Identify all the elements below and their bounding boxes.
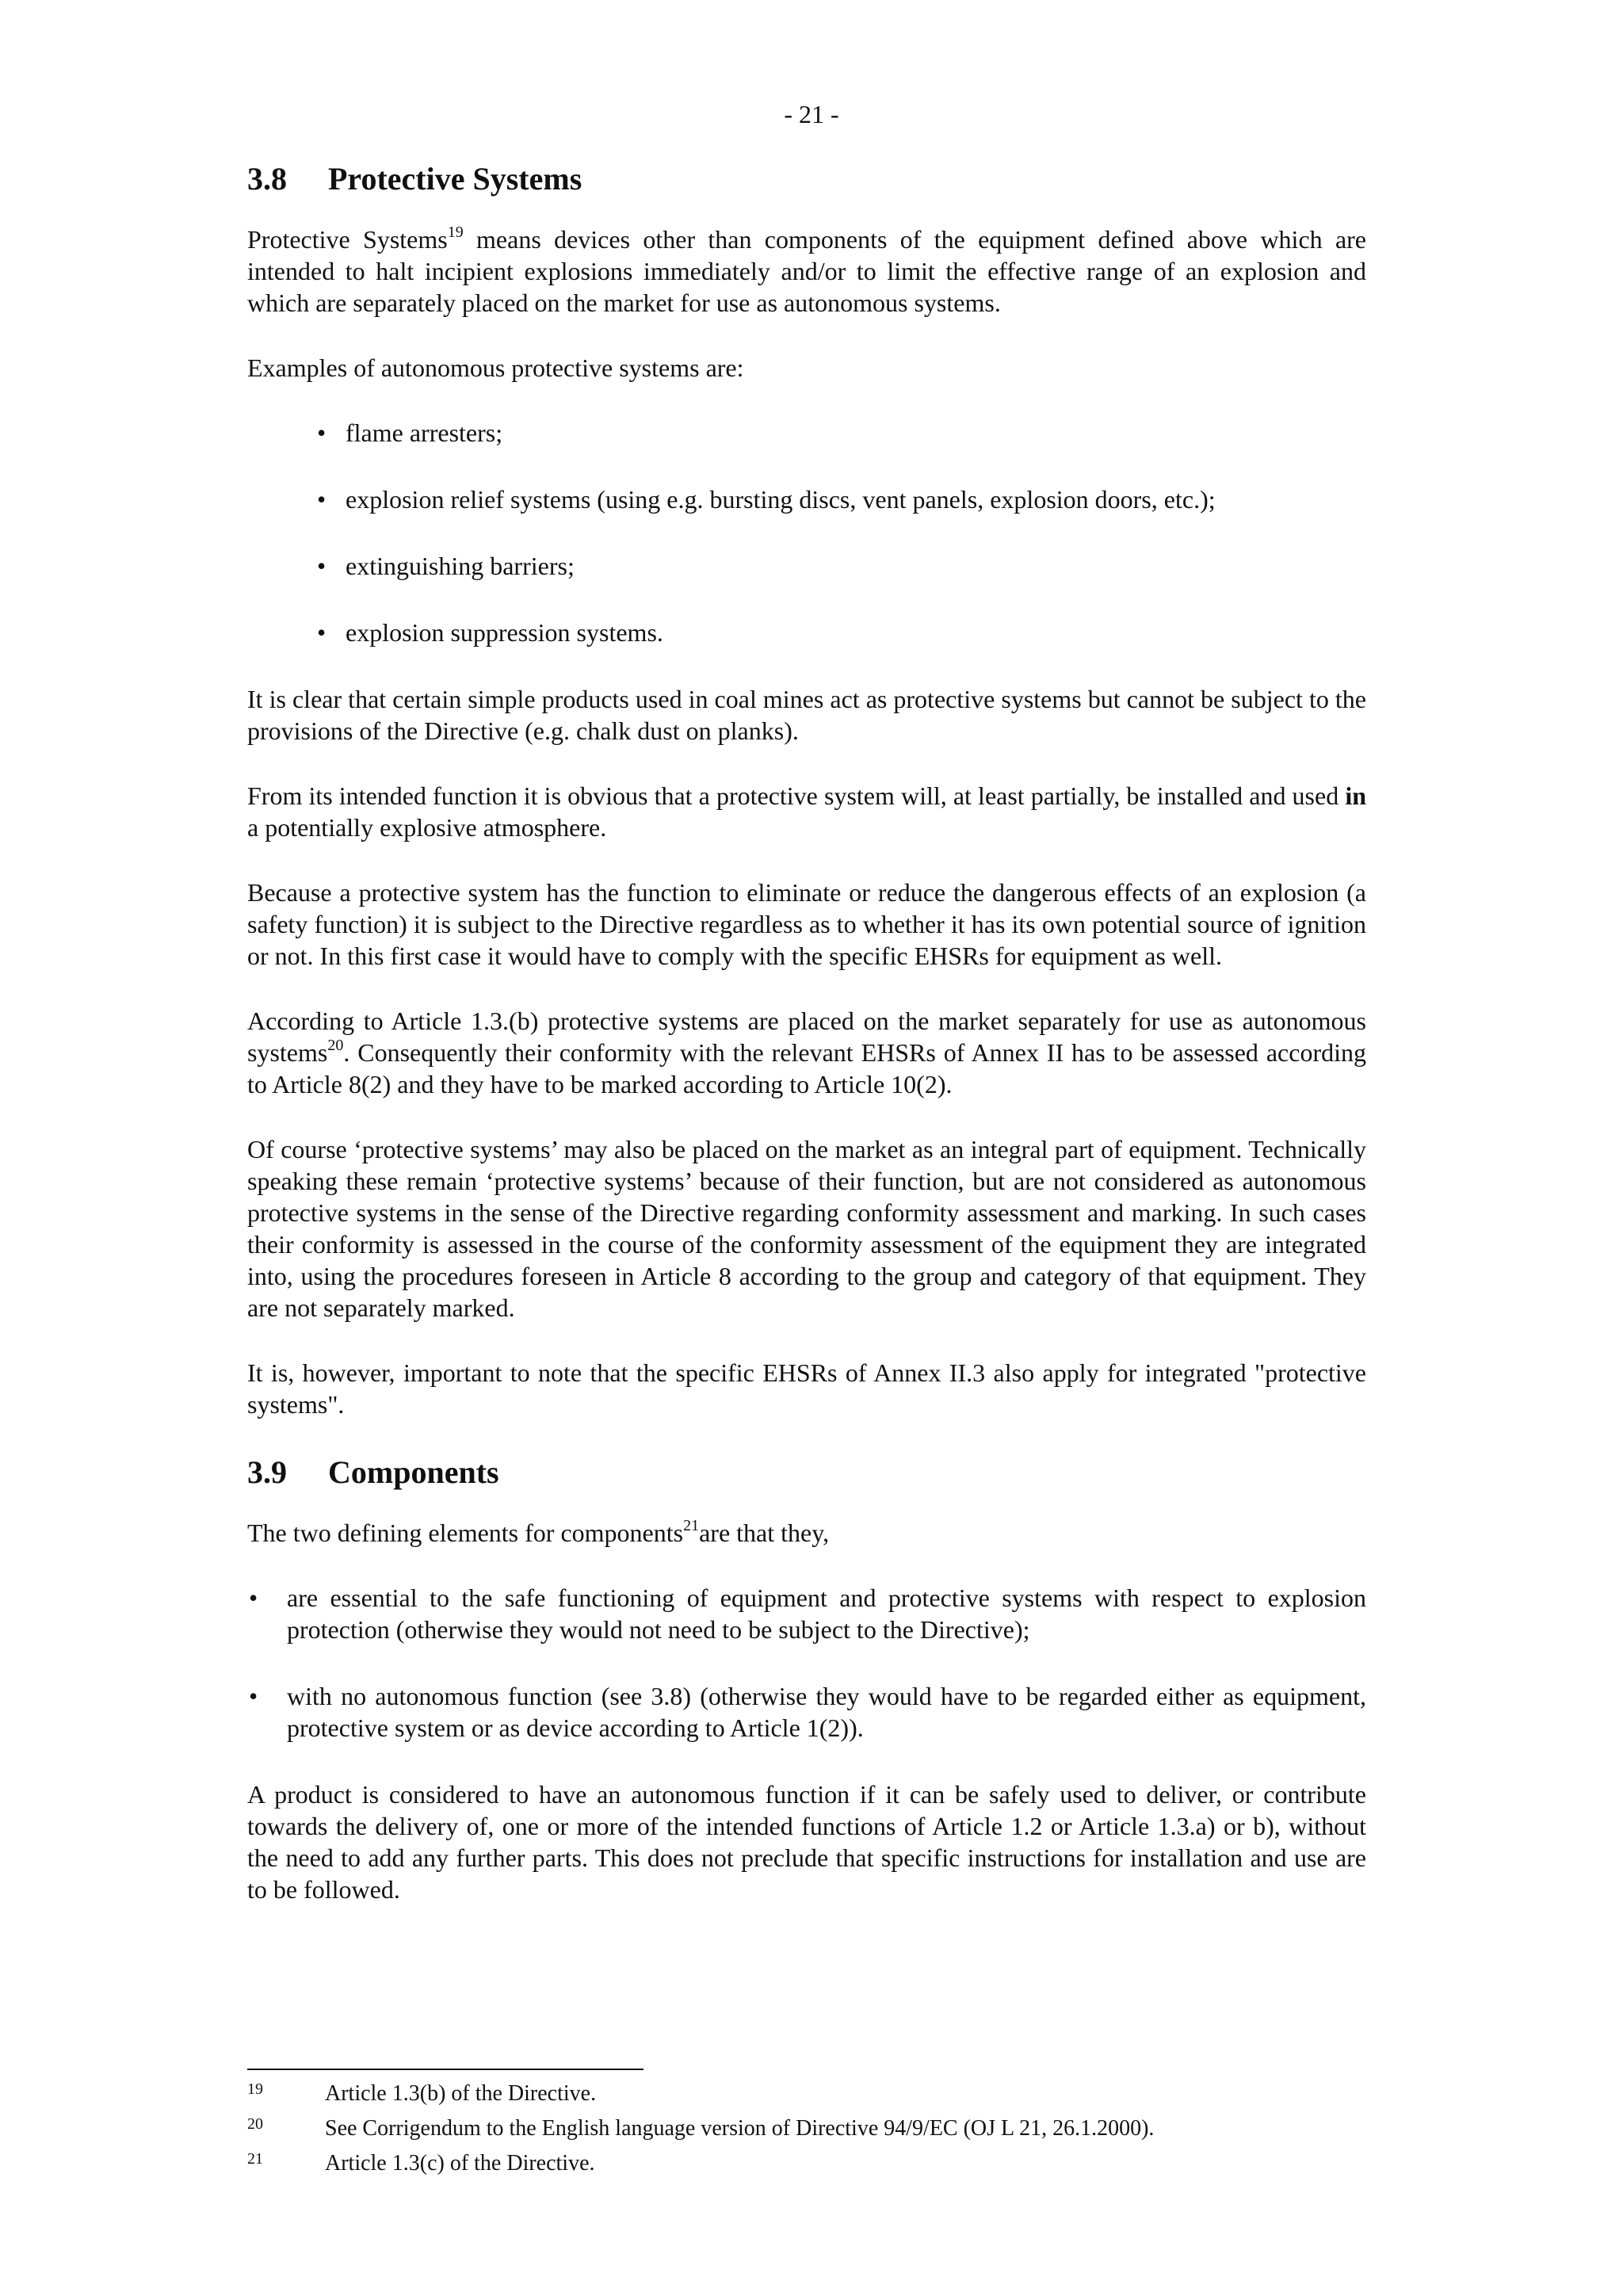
list-item-text: extinguishing barriers;	[346, 552, 575, 580]
section-heading-3-8	[247, 160, 1366, 198]
paragraph	[247, 780, 1366, 843]
defining-elements-list	[247, 1582, 1366, 1744]
text-run: From its intended function it is obvious that a protective system will, at least partially, be installed and used	[247, 781, 1346, 810]
section-number: 3.9	[247, 1454, 287, 1490]
document-body	[247, 152, 1366, 1939]
paragraph: Examples of autonomous protective systems are:	[247, 353, 744, 382]
text-run: are that they,	[699, 1519, 830, 1547]
paragraph: Of course ‘protective systems’ may also be placed on the market as an integral part of equipment. Technically speaking these remain ‘protective systems’ because of their function, but are not considered as autonomous protective systems in the sense of the Directive regarding conformity assessment and marking. In such cases their conformity is assessed in the course of the conformity assessment of the equipment they are integrated into, using the procedures foreseen in Article 8 according to the group and category of that equipment. They are not separately marked.	[247, 1135, 1366, 1322]
footnote-ref[interactable]: 21	[683, 1517, 700, 1534]
text-run: According to Article 1.3.(b) protective systems are placed on the market separately for use as autonomous systems	[247, 1007, 1366, 1067]
footnote-ref[interactable]: 20	[327, 1037, 344, 1054]
list-item-text: are essential to the safe functioning of equipment and protective systems with respect to explosion protection (otherwise they would not need to be subject to the Directive);	[287, 1584, 1366, 1644]
footnotes	[247, 2080, 1373, 2184]
bullet-icon: •	[317, 552, 327, 580]
paragraph: It is, however, important to note that the specific EHSRs of Annex II.3 also apply for integrated "protective systems".	[247, 1358, 1366, 1419]
paragraph: It is clear that certain simple products used in coal mines act as protective systems but cannot be subject to the provisions of the Directive (e.g. chalk dust on planks).	[247, 685, 1366, 745]
list-item-text: flame arresters;	[346, 418, 503, 447]
paragraph	[247, 223, 1366, 319]
bullet-icon: •	[317, 618, 327, 647]
section-title: Protective Systems	[328, 161, 582, 197]
footnote-number: 21	[247, 2150, 263, 2168]
text-run: Protective Systems	[247, 225, 448, 254]
list-item	[247, 550, 1366, 582]
footnote-text: Article 1.3(c) of the Directive.	[325, 2151, 595, 2176]
page-number: - 21 -	[784, 100, 839, 128]
list-item	[247, 483, 1366, 515]
text-run: The two defining elements for components	[247, 1519, 684, 1547]
footnote	[247, 2080, 1373, 2108]
paragraph: A product is considered to have an autonomous function if it can be safely used to deliver, or contribute towards the delivery of, one or more of the intended functions of Article 1.2 or Article 1.3.a) or b), without the need to add any further parts. This does not preclude that specific instructions for installation and use are to be followed.	[247, 1780, 1366, 1904]
list-item-text: with no autonomous function (see 3.8) (otherwise they would have to be regarded either as equipment, protective system or as device according to Article 1(2)).	[287, 1682, 1366, 1742]
list-item	[247, 1680, 1366, 1744]
paragraph	[247, 1517, 1366, 1549]
text-run: a potentially explosive atmosphere.	[247, 813, 607, 842]
bullet-icon: •	[317, 418, 327, 447]
paragraph	[247, 1005, 1366, 1100]
list-item	[247, 617, 1366, 648]
footnote-text: Article 1.3(b) of the Directive.	[325, 2081, 597, 2106]
bold-text: in	[1345, 781, 1366, 810]
bullet-icon: •	[249, 1584, 258, 1612]
examples-list	[247, 417, 1366, 648]
footnote-ref[interactable]: 19	[447, 223, 464, 241]
section-heading-3-9	[247, 1454, 1366, 1492]
footnote-text: See Corrigendum to the English language version of Directive 94/9/EC (OJ L 21, 26.1.2000).	[325, 2116, 1155, 2141]
footnote-number: 20	[247, 2115, 263, 2133]
footnote-number: 19	[247, 2080, 263, 2098]
list-item-text: explosion suppression systems.	[346, 618, 663, 647]
footnote	[247, 2115, 1373, 2143]
bullet-icon: •	[249, 1682, 258, 1710]
section-number: 3.8	[247, 161, 287, 197]
text-run: means devices other than components of the equipment defined above which are intended to halt incipient explosions immediately and/or to limit the effective range of an explosion and which are separately placed on the market for use as autonomous systems.	[247, 225, 1367, 317]
list-item	[247, 1582, 1366, 1645]
footnote-divider	[247, 2069, 643, 2070]
section-title: Components	[328, 1454, 499, 1490]
paragraph: Because a protective system has the function to eliminate or reduce the dangerous effects of an explosion (a safety function) it is subject to the Directive regardless as to whether it has its own potential source of ignition or not. In this first case it would have to comply with the specific EHSRs for equipment as well.	[247, 878, 1366, 970]
list-item-text: explosion relief systems (using e.g. bursting discs, vent panels, explosion doors, etc.);	[346, 485, 1216, 514]
list-item	[247, 417, 1366, 449]
text-run: . Consequently their conformity with the relevant EHSRs of Annex II has to be assessed according to Article 8(2) and they have to be marked according to Article 10(2).	[247, 1038, 1366, 1098]
bullet-icon: •	[317, 485, 327, 514]
footnote	[247, 2149, 1373, 2178]
